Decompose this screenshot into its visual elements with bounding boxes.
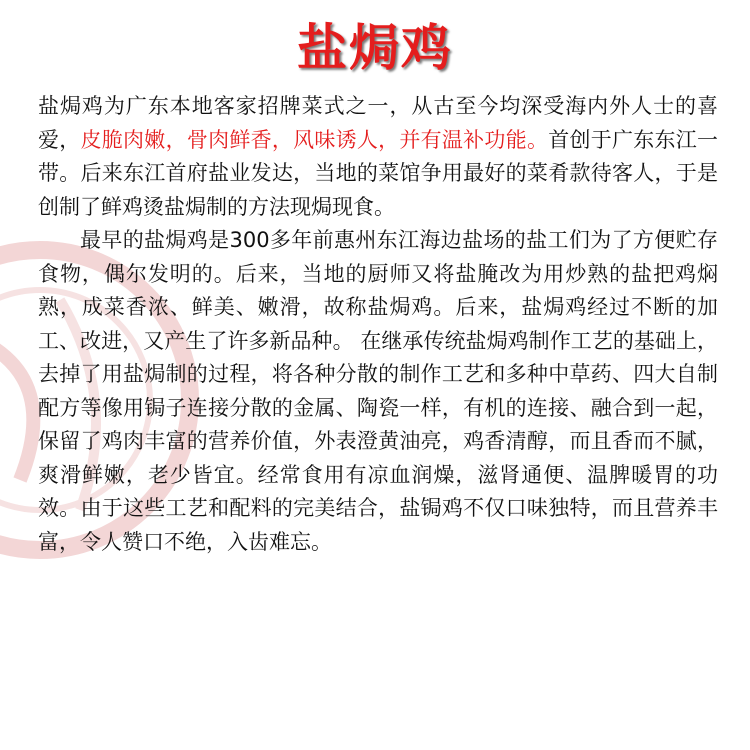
page-title: 盐焗鸡 [297,19,453,77]
article-body [38,90,718,559]
paragraph-2: 最早的盐焗鸡是300多年前惠州东江海边盐场的盐工们为了方便贮存食物，偶尔发明的。后来，当地的厨师又将盐腌改为用炒熟的盐把鸡焖熟，成菜香浓、鲜美、嫩滑，故称盐焗鸡。后来，盐焗鸡经过不断的加工、改进，又产生了许多新品种。 在继承传统盐焗鸡制作工艺的基础上，去掉了用盐焗制的过程，将各种分散的制作工艺和多种中草药、四大自制配方等像用锔子连接分散的金属、陶瓷一样，有机的连接、融合到一起，保留了鸡肉丰富的营养价值，外表澄黄油亮，鸡香清醇，而且香而不腻，爽滑鲜嫩，老少皆宜。经常食用有凉血润燥，滋肾通便、温脾暖胃的功效。由于这些工艺和配料的完美结合，盐锔鸡不仅口味独特，而且营养丰富，令人赞口不绝，入齿难忘。 [38,228,718,554]
paragraph-1-continued: 首创于广东东江一带。后来东江首府盐业发达，当地的菜馆争用最好的菜肴款待客人，于是创制了鲜鸡烫盐焗制的方法现焗现食。 [38,127,719,219]
paragraph-1-text: 盐焗鸡为广东本地客家招牌菜式之一，从古至今均深受海内外人士的喜爱， [38,94,718,152]
paragraph-1 [38,90,718,224]
highlighted-text: 皮脆肉嫩，骨肉鲜香，风味诱人，并有温补功能。 [80,127,549,152]
